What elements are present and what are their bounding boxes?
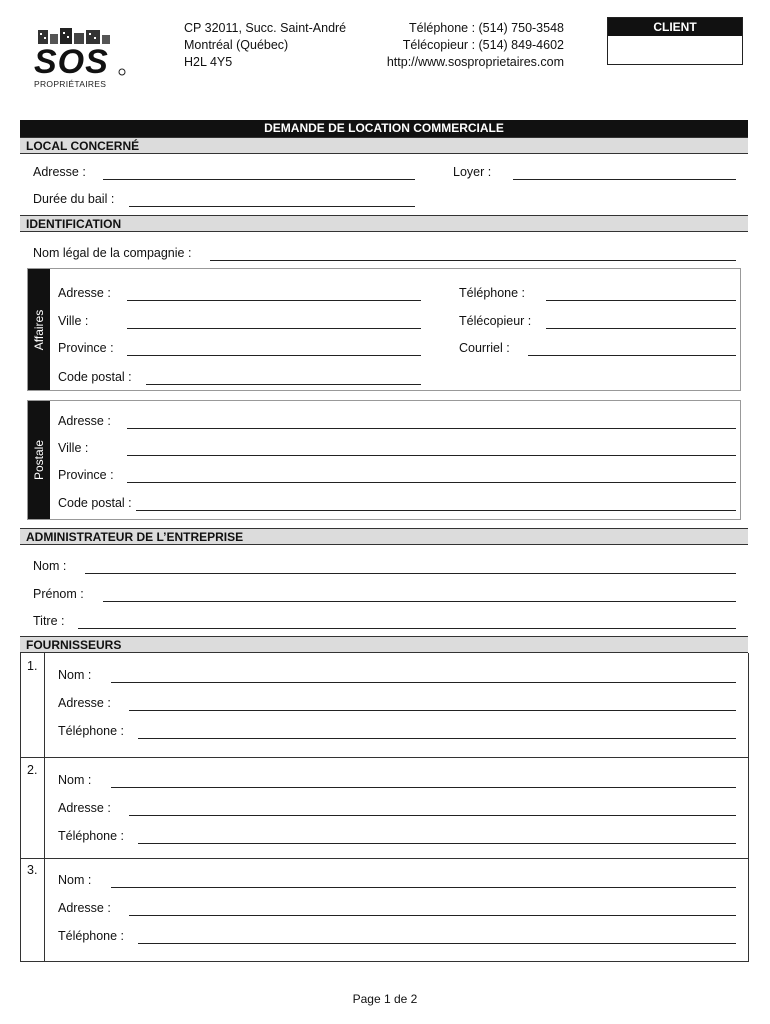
section-header-identification [20,215,748,232]
supplier-address-label: Adresse : [58,696,111,710]
business-fax-label: Télécopieur : [459,314,532,328]
admin-title-field[interactable] [78,612,736,629]
rent-field[interactable] [513,163,736,180]
supplier-name-label: Nom : [58,873,92,887]
business-side-tab [28,269,50,390]
postal-side-tab [28,401,50,519]
supplier-3-address-field[interactable] [129,899,736,916]
postal-code-field[interactable] [136,494,736,511]
business-province-label: Province : [58,341,114,355]
supplier-3-name-field[interactable] [111,871,736,888]
business-postal-field[interactable] [146,368,421,385]
section-title: IDENTIFICATION [26,217,122,231]
supplier-name-label: Nom : [58,773,92,787]
business-email-label: Courriel : [459,341,510,355]
supplier-name-label: Nom : [58,668,92,682]
lease-duration-label: Durée du bail : [33,192,115,206]
section-header-admin [20,528,748,545]
business-side-label: Affaires [32,309,46,350]
website-link[interactable]: http://www.sosproprietaires.com [386,55,564,69]
supplier-row-divider [21,858,748,859]
supplier-phone-label: Téléphone : [58,929,125,943]
business-city-label: Ville : [58,314,89,328]
admin-title-label: Titre : [33,614,65,628]
section-header-suppliers [20,636,748,653]
business-fax-field[interactable] [546,312,736,329]
business-address-field[interactable] [127,284,421,301]
supplier-phone-label: Téléphone : [58,724,125,738]
form-title: DEMANDE DE LOCATION COMMERCIALE [264,121,504,135]
logo-text: SOS [34,43,109,81]
supplier-row-divider [21,757,748,758]
business-phone-label: Téléphone : [459,286,526,300]
postal-side-label: Postale [32,439,46,481]
form-title-bar [20,120,748,137]
postal-city-label: Ville : [58,441,89,455]
postal-code-label: Code postal : [58,496,132,510]
supplier-2-phone-field[interactable] [138,827,736,844]
postal-province-label: Province : [58,468,114,482]
supplier-1-address-field[interactable] [129,694,736,711]
supplier-phone-label: Téléphone : [58,829,125,843]
rent-label: Loyer : [453,165,492,179]
section-title: LOCAL CONCERNÉ [26,139,140,153]
phone-number: Téléphone : (514) 750-3548 [409,21,564,35]
postal-province-field[interactable] [127,466,736,483]
logo-subtext: PROPRIÉTAIRES [34,79,107,89]
fax-number: Télécopieur : (514) 849-4602 [402,38,564,52]
company-logo [30,28,130,90]
supplier-2-address-field[interactable] [129,799,736,816]
supplier-number: 1. [27,659,38,673]
admin-firstname-field[interactable] [103,585,736,602]
company-name-label: Nom légal de la compagnie : [33,246,192,260]
client-label: CLIENT [608,18,742,36]
business-postal-label: Code postal : [58,370,132,384]
lease-duration-field[interactable] [129,190,415,207]
supplier-2-name-field[interactable] [111,771,736,788]
admin-name-field[interactable] [85,557,736,574]
suppliers-number-column-divider [44,653,45,961]
supplier-address-label: Adresse : [58,901,111,915]
local-address-label: Adresse : [33,165,86,179]
page-number: Page 1 de 2 [352,992,418,1006]
business-province-field[interactable] [127,339,421,356]
postal-address-label: Adresse : [58,414,111,428]
client-box[interactable] [607,17,743,65]
admin-firstname-label: Prénom : [33,587,84,601]
business-email-field[interactable] [528,339,736,356]
business-city-field[interactable] [127,312,421,329]
supplier-number: 2. [27,763,38,777]
supplier-number: 3. [27,863,38,877]
supplier-3-phone-field[interactable] [138,927,736,944]
section-title: FOURNISSEURS [26,638,122,652]
company-name-field[interactable] [210,244,736,261]
section-title: ADMINISTRATEUR DE L’ENTREPRISE [26,530,244,544]
supplier-address-label: Adresse : [58,801,111,815]
postal-city-field[interactable] [127,439,736,456]
admin-name-label: Nom : [33,559,67,573]
supplier-1-phone-field[interactable] [138,722,736,739]
business-phone-field[interactable] [546,284,736,301]
address-line-3: H2L 4Y5 [184,55,233,69]
business-address-label: Adresse : [58,286,111,300]
supplier-1-name-field[interactable] [111,666,736,683]
local-address-field[interactable] [103,163,415,180]
address-line-1: CP 32011, Succ. Saint-André [184,21,347,35]
section-header-local [20,137,748,154]
postal-address-field[interactable] [127,412,736,429]
address-line-2: Montréal (Québec) [184,38,289,52]
